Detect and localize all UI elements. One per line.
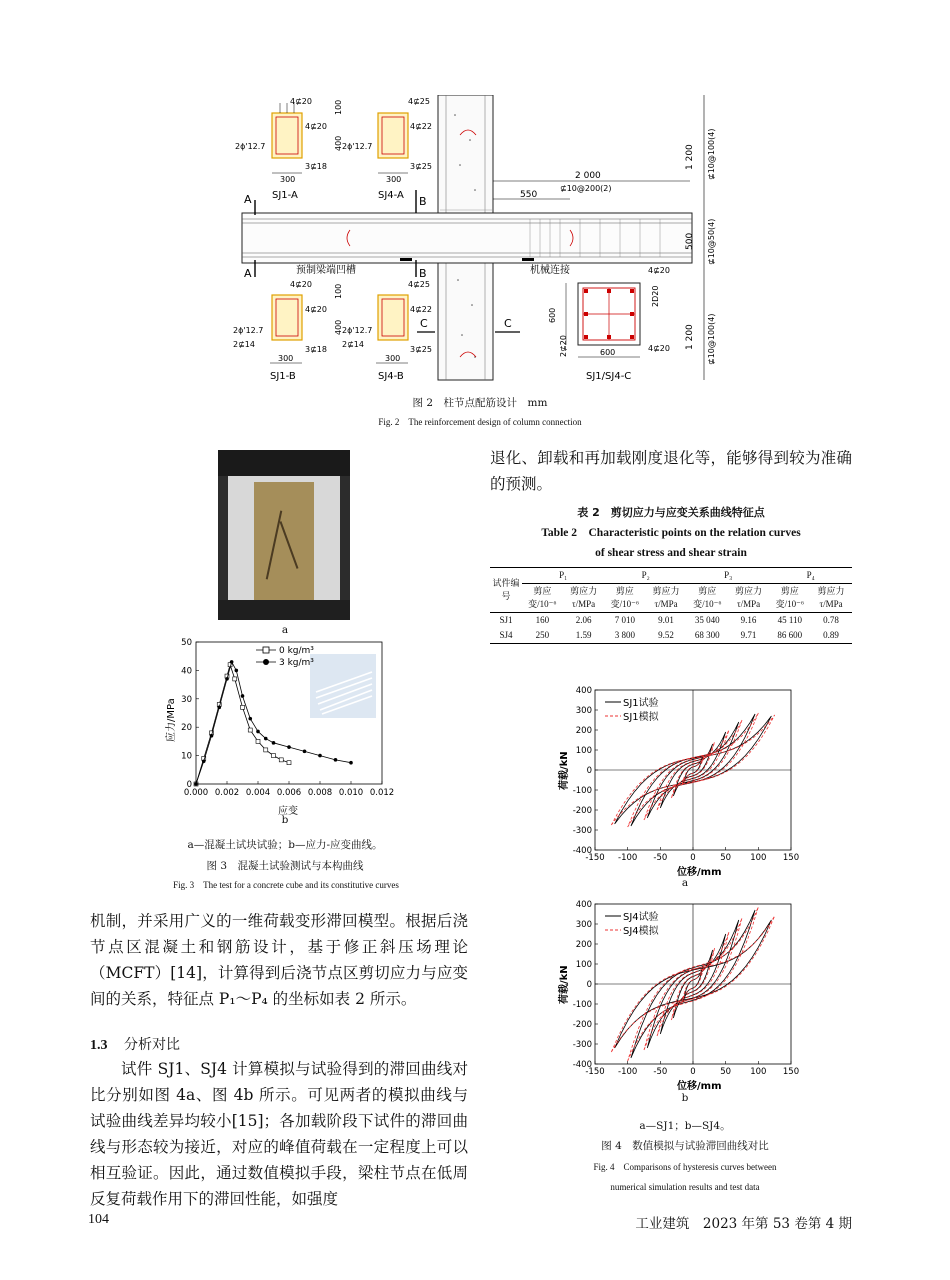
- fig3b-ytick-label: 20: [181, 723, 192, 734]
- fig4b-xtick-label: 100: [750, 1067, 767, 1077]
- table2-sub-stress-3: 剪应力 τ/MPa: [735, 586, 763, 609]
- sj1a-label: SJ1-A: [272, 190, 298, 201]
- table2: [490, 567, 852, 644]
- secc-r2-20: 2⊈20: [559, 335, 568, 357]
- secc-h600: 600: [548, 307, 557, 323]
- fig3b-ylabel: 应力/MPa: [166, 698, 177, 742]
- fig3b-point: [287, 745, 291, 749]
- table-cell: 1.59: [563, 628, 605, 644]
- sj1a-h100: 100: [334, 99, 343, 115]
- fig4a-legend-1: SJ1模拟: [623, 712, 659, 723]
- table-cell: 9.01: [645, 613, 687, 629]
- secc-r4-20-top: 4⊈20: [648, 266, 670, 275]
- section-heading: [90, 1034, 468, 1057]
- sj4a-w300: 300: [386, 175, 402, 184]
- cut-a-bot: A: [244, 267, 252, 280]
- beam-body: [242, 213, 692, 263]
- table-cell: 9.71: [728, 628, 770, 644]
- fig3b-xtick-label: 0.004: [245, 788, 271, 798]
- fig4b-legend-0: SJ4试验: [623, 912, 659, 923]
- fig4b-xtick-label: -50: [653, 1067, 668, 1077]
- fig3-caption-en: Fig. 3 The test for a concrete cube and its constitutive curves: [173, 880, 399, 890]
- fig3b-ytick-label: 50: [181, 638, 192, 648]
- cut-c-left: C: [420, 317, 428, 330]
- sj4b-r3-25: 3⊈25: [410, 345, 432, 354]
- fig4a-ytick-label: 400: [575, 686, 592, 696]
- sj1a-r4-20-mid: 4⊈20: [305, 122, 327, 131]
- table2-title-cn: 表 2 剪切应力与应变关系曲线特征点: [577, 506, 765, 519]
- cut-c-right: C: [504, 317, 512, 330]
- fig3b-point: [233, 677, 237, 681]
- fig4a-xlabel: 位移/mm: [677, 867, 722, 878]
- fig3b-point: [225, 677, 229, 681]
- fig4-caption-en-1: Fig. 4 Comparisons of hysteresis curves between: [593, 1162, 777, 1172]
- fig3b-point: [272, 741, 276, 745]
- spacing-100-top: ⊈10@100(4): [707, 128, 716, 180]
- fig4a-ytick-label: 300: [575, 706, 592, 716]
- fig4a-ylabel: 荷载/kN: [559, 751, 570, 790]
- fig3b-point: [256, 730, 260, 734]
- fig3b-point: [264, 748, 268, 752]
- cut-a-top: A: [244, 193, 252, 206]
- fig3b-xtick-label: 0.010: [338, 788, 364, 798]
- fig4-note: a—SJ1；b—SJ4。: [639, 1120, 731, 1132]
- table-cell: 68 300: [687, 628, 728, 644]
- dim-500: 500: [685, 232, 695, 250]
- table2-p2: P₂: [604, 568, 686, 584]
- fig3b-point: [248, 728, 252, 732]
- table2-sub-strain-2: 剪应变/10⁻⁶: [610, 586, 639, 609]
- fig3b-point: [318, 754, 322, 758]
- right-para: 退化、卸载和再加载刚度退化等，能够得到较为准确的预测。: [490, 449, 852, 493]
- table-row: [490, 613, 852, 629]
- sj1a-r3-18: 3⊈18: [305, 162, 327, 171]
- fig3b-point: [349, 761, 353, 765]
- fig4b-ytick-label: -200: [572, 1020, 592, 1030]
- fig3b-point: [194, 782, 198, 786]
- left-para-2: 试件 SJ1、SJ4 计算模拟与试验得到的滞回曲线对比分别如图 4a、图 4b 所示。可见两者的模拟曲线与试验曲线差异均较小[15]；各加载阶段下试件的滞回曲线与形态较为接近，对应的峰值荷载在一定程度上可以相互验证。因此，通过数值模拟手段，梁柱节点在低周反复荷载作用下的滞回性能，如强度: [90, 1060, 468, 1208]
- table2-title-en2: of shear stress and shear strain: [595, 547, 747, 559]
- table-cell: 7 010: [604, 613, 645, 629]
- fig4b-xlabel: 位移/mm: [677, 1081, 722, 1092]
- table-cell: 0.89: [810, 628, 852, 644]
- sj4b-label: SJ4-B: [378, 371, 404, 382]
- fig3b-series-line: [196, 665, 289, 784]
- fig3b-point: [202, 759, 206, 763]
- sj4a-r3-25: 3⊈25: [410, 162, 432, 171]
- fig4a-xtick-label: -150: [585, 853, 605, 863]
- secc-r2d20: 2D20: [651, 285, 660, 307]
- table-cell: SJ4: [490, 628, 522, 644]
- fig4a-ytick-label: -100: [572, 786, 592, 796]
- fig3b-point: [248, 717, 252, 721]
- fig3b-point: [287, 761, 291, 765]
- table-cell: 250: [522, 628, 563, 644]
- fig4a-ytick-label: -300: [572, 826, 592, 836]
- fig4b-legend-1: SJ4模拟: [623, 926, 659, 937]
- table-row: [490, 628, 852, 644]
- section-sj1b: [270, 295, 302, 363]
- table-cell: 2.06: [563, 613, 605, 629]
- fig3b-legend-0: 0 kg/m³: [279, 646, 314, 656]
- fig4b-ytick-label: -300: [572, 1040, 592, 1050]
- table-cell: SJ1: [490, 613, 522, 629]
- fig4a-chart: [555, 682, 805, 882]
- fig4b-ytick-label: 0: [586, 980, 592, 990]
- table-cell: 160: [522, 613, 563, 629]
- fig3b-point: [230, 660, 234, 664]
- dim-2000: 2 000: [575, 171, 601, 181]
- spacing-200: ⊈10@200(2): [560, 184, 612, 193]
- journal-info: 工业建筑 2023 年第 53 卷第 4 期: [635, 1216, 852, 1232]
- label-mech: 机械连接: [530, 265, 570, 276]
- table2-col0: 试件编号: [490, 568, 522, 613]
- secc-w600: 600: [600, 348, 616, 357]
- fig4b-sublabel: b: [681, 1092, 689, 1104]
- fig4-caption-cn: 图 4 数值模拟与试验滞回曲线对比: [601, 1140, 769, 1152]
- fig3b-point: [241, 694, 245, 698]
- spacing-50: ⊈10@50(4): [707, 218, 716, 265]
- fig4a-xtick-label: 50: [720, 853, 732, 863]
- table2-sub-stress-2: 剪应力 τ/MPa: [652, 586, 680, 609]
- sj1b-r3-18: 3⊈18: [305, 345, 327, 354]
- dim-550: 550: [520, 190, 538, 200]
- fig4b-chart: [555, 896, 805, 1096]
- fig4b-xtick-label: -150: [585, 1067, 605, 1077]
- table2-sub-stress-1: 剪应力 τ/MPa: [570, 586, 598, 609]
- fig3b-xtick-label: 0.000: [183, 788, 209, 798]
- fig3b-xlabel: 应变: [278, 806, 298, 817]
- fig4a-xtick-label: -100: [618, 853, 638, 863]
- table-cell: 9.16: [728, 613, 770, 629]
- sj4a-pt: 2ϕ'12.7: [342, 142, 373, 151]
- cut-b-bot: B: [419, 267, 427, 280]
- table2-sub-stress-4: 剪应力 τ/MPa: [817, 586, 845, 609]
- sj1b-r4-20-mid: 4⊈20: [305, 305, 327, 314]
- fig3-note: a—混凝土试块试验；b—应力-应变曲线。: [187, 839, 383, 851]
- fig4b-xtick-label: 0: [690, 1067, 696, 1077]
- fig4b-ytick-label: 100: [575, 960, 592, 970]
- fig3b-legend-1: 3 kg/m³: [279, 658, 314, 668]
- label-groove: 预制梁端凹槽: [296, 265, 356, 276]
- table2-sub-strain-3: 剪应变/10⁻⁶: [693, 586, 722, 609]
- fig4a-xtick-label: 100: [750, 853, 767, 863]
- table-cell: 9.52: [645, 628, 687, 644]
- fig4b-ytick-label: 300: [575, 920, 592, 930]
- spacing-100-bot: ⊈10@100(4): [707, 313, 716, 365]
- fig3b-point: [272, 754, 276, 758]
- fig3b-point: [303, 750, 307, 754]
- fig2-drawing: [230, 95, 720, 385]
- fig4a-ytick-label: 100: [575, 746, 592, 756]
- sj1a-w300: 300: [280, 175, 296, 184]
- table-cell: 3 800: [604, 628, 645, 644]
- sj4a-r4-25: 4⊈25: [408, 97, 430, 106]
- section-sj4b: [376, 295, 408, 363]
- fig3b-ytick-label: 30: [181, 694, 192, 705]
- fig3b-point: [241, 705, 245, 709]
- fig3b-xtick-label: 0.002: [214, 788, 240, 798]
- fig2-caption-en: Fig. 2 The reinforcement design of column connection: [378, 417, 582, 427]
- sj4a-label: SJ4-A: [378, 190, 404, 201]
- fig3b-point: [235, 669, 239, 673]
- table-cell: 0.78: [810, 613, 852, 629]
- sj1a-pt: 2ϕ'12.7: [235, 142, 266, 151]
- fig4a-xtick-label: 0: [690, 853, 696, 863]
- fig3a-sublabel: a: [281, 624, 289, 636]
- sj4b-r4-22: 4⊈22: [410, 305, 432, 314]
- fig3b-point: [279, 758, 283, 762]
- fig3-caption-cn: 图 3 混凝土试验测试与本构曲线: [206, 860, 364, 872]
- sj1b-pt: 2ϕ'12.7: [233, 326, 264, 335]
- section-sj4a: [378, 113, 408, 173]
- sj4b-h100: 100: [334, 283, 343, 299]
- fig4a-xtick-label: 150: [782, 853, 800, 863]
- fig3b-point: [256, 739, 260, 743]
- table2-p4: P₄: [769, 568, 852, 584]
- table2-title-en1: Table 2 Characteristic points on the relation curves: [541, 527, 801, 539]
- fig3b-chart: [160, 632, 400, 830]
- fig4b-ytick-label: 200: [575, 940, 592, 950]
- fig3b-point: [210, 734, 214, 738]
- table2-sub-strain-1: 剪应变/10⁻⁶: [528, 586, 557, 609]
- fig3b-ytick-label: 10: [181, 751, 192, 762]
- fig3b-ytick-label: 0: [186, 780, 192, 790]
- sj1b-r4-20-top: 4⊈20: [290, 280, 312, 289]
- table-cell: 86 600: [769, 628, 810, 644]
- fig2-caption-cn: 图 2 柱节点配筋设计 mm: [412, 397, 548, 409]
- table-cell: 35 040: [687, 613, 728, 629]
- sj4b-pt: 2ϕ'12.7: [342, 326, 373, 335]
- dim-1200-top: 1 200: [685, 144, 695, 170]
- table-cell: 45 110: [769, 613, 810, 629]
- fig3b-sublabel: b: [281, 814, 289, 826]
- section-title: 分析对比: [123, 1037, 180, 1053]
- table2-title: [490, 503, 852, 563]
- fig4a-ytick-label: 200: [575, 726, 592, 736]
- fig4b-ytick-label: -400: [572, 1060, 592, 1070]
- fig4a-ytick-label: 0: [586, 766, 592, 776]
- table2-sub-strain-4: 剪应变/10⁻⁶: [775, 586, 804, 609]
- table2-p1: P₁: [522, 568, 604, 584]
- fig3b-xtick-label: 0.006: [276, 788, 302, 798]
- sj1b-r2-14: 2⊈14: [233, 340, 255, 349]
- sj1a-r4-20-top: 4⊈20: [290, 97, 312, 106]
- secc-r4-20-bot: 4⊈20: [648, 344, 670, 353]
- section-sj1a: [272, 103, 302, 173]
- sj4a-r4-22: 4⊈22: [410, 122, 432, 131]
- fig4a-ytick-label: -400: [572, 846, 592, 856]
- sj4b-w300: 300: [385, 354, 401, 363]
- sj1b-label: SJ1-B: [270, 371, 296, 382]
- fig4b-xtick-label: -100: [618, 1067, 638, 1077]
- fig3b-point: [217, 706, 221, 710]
- table2-p3: P₃: [687, 568, 769, 584]
- fig3b-xtick-label: 0.012: [369, 788, 395, 798]
- fig4b-ylabel: 荷载/kN: [559, 965, 570, 1004]
- sj4b-r4-25: 4⊈25: [408, 280, 430, 289]
- fig4a-legend-0: SJ1试验: [623, 698, 659, 709]
- section-c: [566, 283, 640, 357]
- fig3b-xtick-label: 0.008: [307, 788, 333, 798]
- fig3b-point: [334, 758, 338, 762]
- fig3a-photo: [218, 450, 350, 620]
- fig4a-ytick-label: -200: [572, 806, 592, 816]
- fig4b-xtick-label: 50: [720, 1067, 732, 1077]
- fig3b-ytick-label: 40: [181, 666, 192, 677]
- page-number: 104: [88, 1212, 109, 1227]
- fig4a-sublabel: a: [681, 877, 689, 889]
- sj4b-r2-14: 2⊈14: [342, 340, 364, 349]
- sj1a-h400: 400: [334, 135, 343, 151]
- section-number: 1.3: [90, 1038, 108, 1053]
- fig4b-ytick-label: 400: [575, 900, 592, 910]
- dim-1200-bot: 1 200: [685, 324, 695, 350]
- fig4a-xtick-label: -50: [653, 853, 668, 863]
- sj4b-h400: 400: [334, 319, 343, 335]
- fig4-caption-en-2: numerical simulation results and test data: [610, 1182, 760, 1192]
- left-para-1: 机制，并采用广义的一维荷载变形滞回模型。根据后浇节点区混凝土和钢筋设计，基于修正斜压场理论（MCFT）[14]，计算得到后浇节点区剪切应力与应变间的关系，特征点 P₁～P₄ 的坐标如表 2 所示。: [90, 912, 468, 1008]
- sj1b-w300: 300: [278, 354, 294, 363]
- cut-b-top: B: [419, 195, 427, 208]
- fig4b-ytick-label: -100: [572, 1000, 592, 1010]
- secc-label: SJ1/SJ4-C: [586, 371, 632, 382]
- fig4b-xtick-label: 150: [782, 1067, 800, 1077]
- fig3b-point: [264, 737, 268, 741]
